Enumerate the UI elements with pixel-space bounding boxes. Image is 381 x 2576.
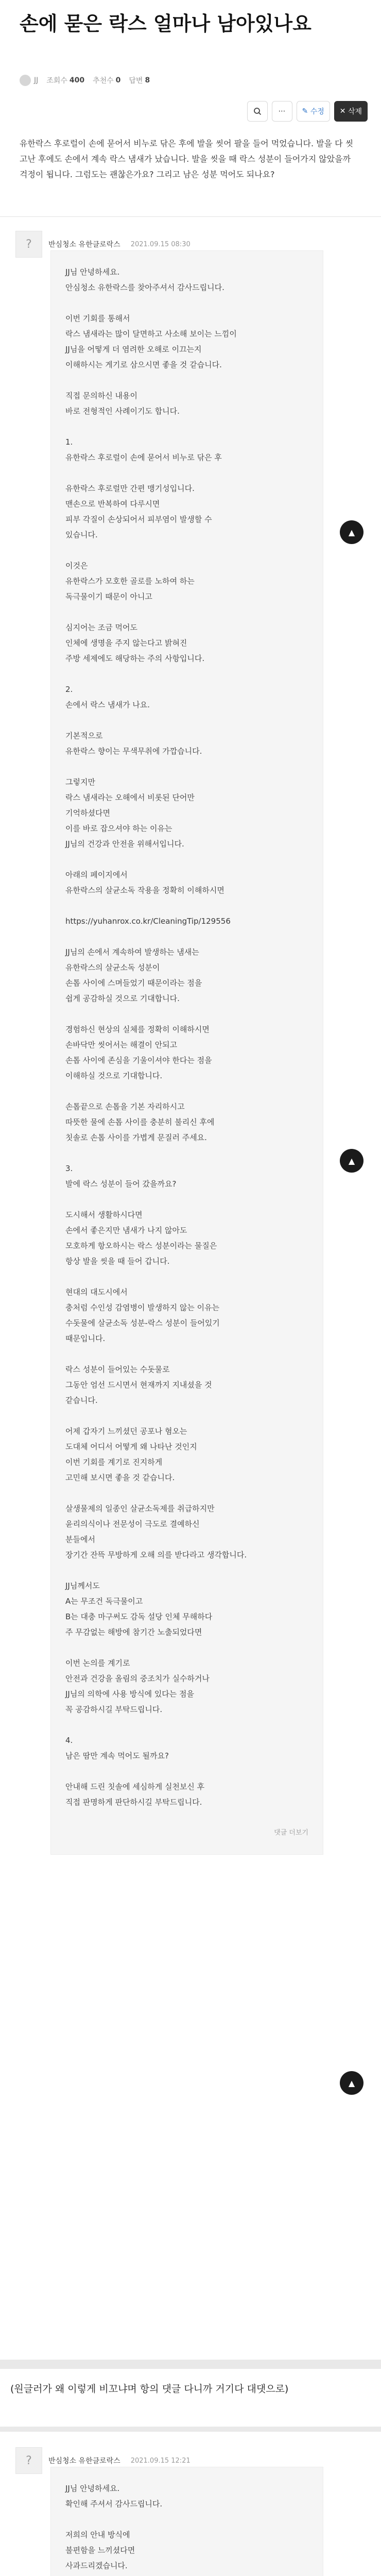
answers-count: 8 [145, 76, 150, 84]
answer-paragraph: JJ님 안녕하세요. 안심청소 유한락스를 찾아주셔서 감사드립니다. [65, 267, 224, 292]
question-author[interactable]: JJ [34, 76, 39, 84]
answer-paragraph: 1. 유한락스 후로럴이 손에 묻어서 비누로 닦은 후 [65, 437, 222, 462]
likes-count: 0 [115, 76, 121, 84]
answers-label: 답변 [129, 77, 143, 85]
answer-paragraph: 기본적으로 유한락스 향이는 무색무취에 가깝습니다. [65, 731, 202, 756]
question-body: 유한락스 후로럴이 손에 묻어서 비누로 닦은 후에 발을 씻어 팔을 들어 먹었습니다. 발을 다 씻고난 후에도 손에서 계속 락스 냄새가 났습니다. 발을 씻을 때 락스 성분이 들어가지 않았을까 걱정이 됩니다. 그럼도는 괜찮은가요? 그리고 남은 성분 먹어도 되나요? [20, 139, 354, 179]
answerer-avatar[interactable]: ? [15, 231, 42, 258]
answer-paragraph: 안내해 드린 칫솔에 세심하게 실천보신 후 직접 판명하게 판단하시길 부탁드립니다. [65, 1782, 205, 1807]
answer-paragraph: 어제 갑자기 느끼셨던 공포나 혐오는 도대체 어디서 어떻게 왜 나타난 것인지 이번 기회를 계기로 진지하게 고민해 보시면 좋을 것 같습니다. [65, 1427, 197, 1482]
search-button[interactable] [247, 101, 268, 122]
answer-body [50, 2467, 323, 2576]
answer-paragraph: 이것은 유한락스가 모호한 골로를 노하여 하는 독극물이기 때문이 아니고 [65, 561, 195, 601]
section-separator [0, 2360, 381, 2369]
close-icon: ✕ [339, 107, 346, 115]
answer-paragraph: 3. 발에 락스 성분이 들어 갔을까요? [65, 1164, 177, 1189]
author-avatar[interactable] [20, 75, 31, 86]
delete-button[interactable] [334, 101, 368, 122]
arrow-up-icon: ▲ [348, 527, 355, 537]
answer-paragraph: 이번 논의를 계기로 안전과 건강을 올림의 중조치가 실수하거나 JJ님의 의학에 사용 방식에 있다는 점을 꼭 공감하시길 부탁드립니다. [65, 1658, 210, 1714]
pencil-icon: ✎ [302, 107, 308, 115]
answer-paragraph: JJ님의 손에서 계속하여 발생하는 냄새는 유한락스의 살균소독 성분이 손톱 사이에 스며들었기 때문이라는 점을 쉽게 공감하실 것으로 기대합니다. [65, 947, 202, 1003]
answer-paragraph: 그렇지만 락스 냄새라는 오해에서 비롯된 단어만 기억하셨다면 이를 바로 잡으셔야 하는 이유는 JJ님의 건강과 안전을 위해서입니다. [65, 777, 195, 849]
edit-label: 수정 [310, 108, 324, 116]
answerer-name[interactable]: 반심청소 유한클로락스 [48, 241, 120, 249]
answer-paragraph: 이번 기회를 통해서 락스 냄새라는 많이 달면하고 사소해 보이는 느낌이 JJ님을 어떻게 더 염려한 오해로 이끄는지 이해하시는 게기로 삼으시면 좋을 것 같습니다. [65, 314, 237, 369]
answer-paragraph: JJ님께서도 A는 무조건 독극물이고 B는 대충 마구써도 감독 설당 인체 무해하다 주 무감없는 해방에 참기간 노출되었다면 [65, 1581, 213, 1637]
answer-paragraph: 아래의 페이지에서 유한락스의 살균소독 작용을 정확히 이해하시면 [65, 870, 224, 895]
answer-paragraph: 손톱끝으로 손톱을 기본 자리하시고 따뜻한 물에 손톱 사이를 충분히 불리신 후에 칫솔로 손톱 사이를 가볍게 문질러 주세요. [65, 1102, 215, 1142]
question-meta [20, 73, 150, 88]
answer-paragraph: 2. 손에서 락스 냄새가 나요. [65, 685, 150, 709]
scroll-up-button[interactable] [340, 1149, 363, 1173]
more-button[interactable] [272, 101, 292, 122]
likes-label: 추천수 [93, 77, 114, 85]
divider [0, 216, 381, 217]
comment-more-link[interactable]: 댓글 더보기 [274, 1829, 308, 1837]
scroll-up-button[interactable] [340, 2071, 363, 2095]
answer-paragraph: 심지어는 조금 먹어도 인체에 생명을 주지 않는다고 밝혀진 주방 세제에도 해당하는 주의 사항입니다. [65, 623, 205, 663]
answer-paragraph: 현대의 대도시에서 충처럼 수인성 감염병이 발생하지 않는 이유는 수돗물에 살균소독 성분-락스 성분이 들어있기 때문입니다. [65, 1287, 220, 1343]
scroll-up-button[interactable] [340, 520, 363, 544]
answer-paragraph: 락스 성분이 들어있는 수돗물로 그동안 엄선 드시면서 현재까지 지내셨을 것 같습니다. [65, 1365, 212, 1405]
answerer-avatar[interactable]: ? [15, 2447, 42, 2474]
views-count: 400 [69, 76, 85, 84]
answer-paragraph: 직접 문의하신 내용이 바로 전형적인 사례이기도 합니다. [65, 391, 180, 416]
question-toolbar [247, 101, 368, 122]
more-icon: ⋯ [278, 107, 286, 115]
views-label: 조회수 [46, 77, 67, 85]
answerer-name[interactable]: 반심청소 유한클로락스 [48, 2457, 120, 2465]
answer-paragraph: 경험하신 현상의 실체를 정확히 이해하시면 손바닥만 씻어서는 해결이 안되고 손톱 사이에 존심을 기울이셔야 한다는 점을 이해하실 것으로 기대합니다. [65, 1025, 212, 1080]
search-icon [253, 107, 262, 115]
answer-paragraph: JJ님 안녕하세요. 확인해 주셔서 감사드립니다. [65, 2484, 163, 2509]
answer-paragraph: 4. 남은 땀만 계속 먹어도 될까요? [65, 1736, 169, 1760]
arrow-up-icon: ▲ [348, 2078, 355, 2088]
answer-date: 2021.09.15 12:21 [130, 2456, 190, 2465]
answer-paragraph: 도시해서 생활하시다면 손에서 좋은지만 냄새가 나지 않아도 모호하게 항오하시는 락스 성분이라는 물질은 항상 발을 씻을 때 들어 갑니다. [65, 1210, 217, 1266]
arrow-up-icon: ▲ [348, 1156, 355, 1166]
section-separator [0, 2427, 381, 2432]
answer-paragraph: 유한락스 후로럴만 간편 맹기성입니다. 맨손으로 반복하여 다루시면 피부 각질이 손상되어서 피부염이 발생할 수 있습니다. [65, 484, 212, 539]
reply-caption: (원글러가 왜 이렇게 비꼬냐며 항의 댓글 다니까 거기다 대댓으로) [10, 2383, 289, 2395]
answer-link[interactable]: https://yuhanrox.co.kr/CleaningTip/129556 [65, 917, 231, 926]
answer-body [50, 250, 323, 1855]
delete-label: 삭제 [348, 108, 362, 116]
answer-date: 2021.09.15 08:30 [130, 240, 190, 248]
answer-paragraph: 저희의 안내 방식에 불편함을 느끼셨다면 사과드리겠습니다. [65, 2530, 135, 2570]
answer-paragraph: 살생물제의 일종인 살균소독제를 취급하지만 윤리의식이나 전문성이 극도로 결예하신 분들에서 장기간 잔뜩 무방하게 오해 의를 받다라고 생각합니다. [65, 1504, 247, 1560]
question-title: 손에 묻은 락스 얼마나 남아있나요 [20, 12, 311, 35]
edit-button[interactable] [297, 101, 330, 122]
